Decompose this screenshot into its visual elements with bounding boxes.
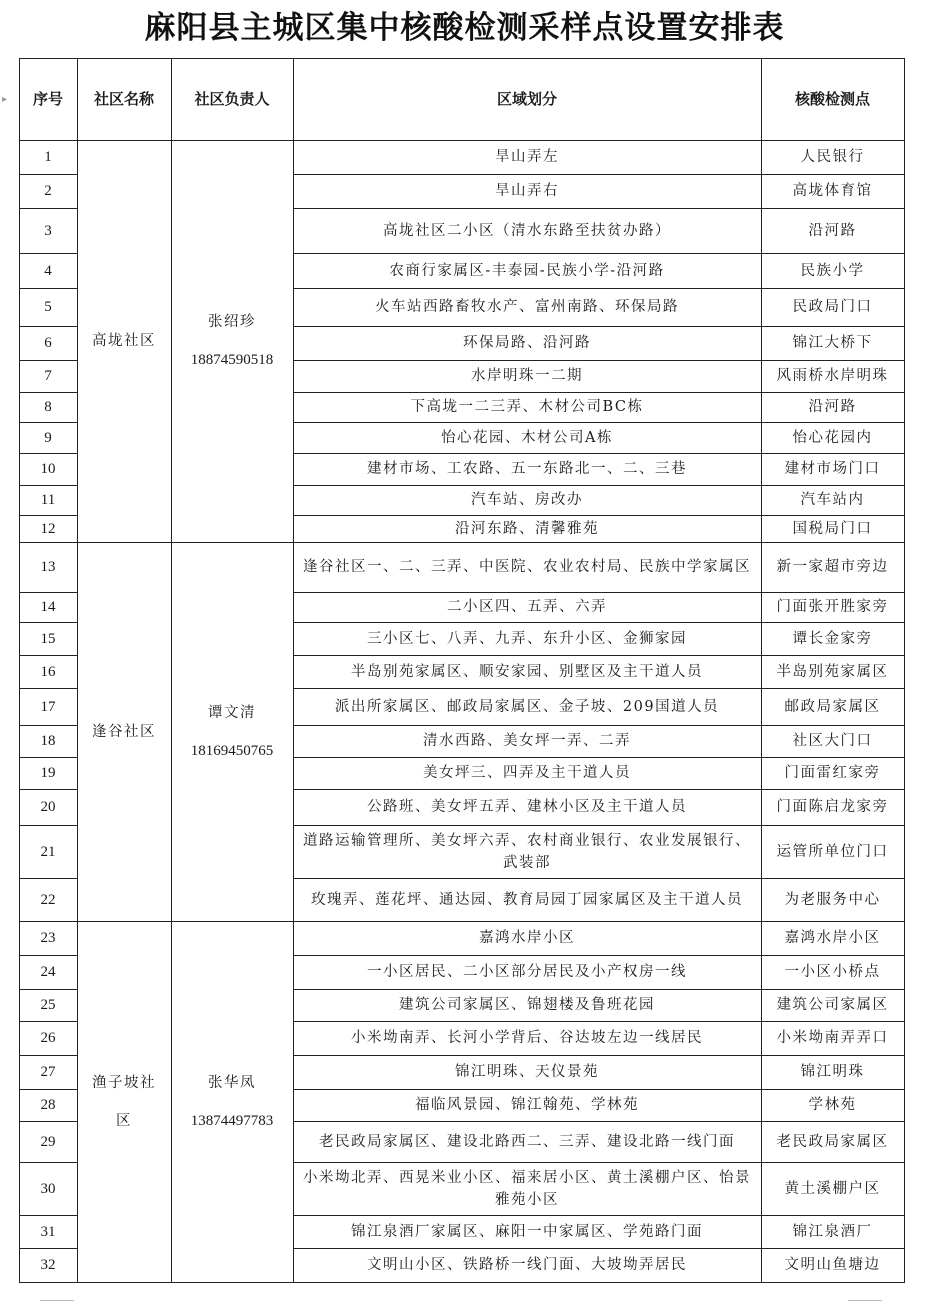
area-cell: 汽车站、房改办 — [471, 492, 583, 508]
row-divider — [293, 878, 904, 879]
site-cell: 为老服务中心 — [784, 891, 881, 908]
row-divider — [19, 655, 77, 656]
leader-contact — [191, 311, 274, 371]
row-divider — [293, 392, 904, 393]
column-divider — [19, 58, 20, 1283]
row-number: 27 — [40, 1064, 56, 1080]
row-divider — [293, 326, 904, 327]
row-number: 2 — [44, 183, 52, 199]
row-divider — [293, 725, 904, 726]
area-cell: 派出所家属区、邮政局家属区、金子坡、209国道人员 — [334, 698, 720, 715]
site-cell: 学林苑 — [808, 1097, 857, 1113]
community-name: 渔子坡社区 — [92, 1074, 156, 1129]
row-divider — [293, 1021, 904, 1022]
row-number: 22 — [40, 891, 56, 908]
row-divider — [293, 1121, 904, 1122]
row-number: 15 — [40, 630, 56, 647]
site-cell: 门面张开胜家旁 — [776, 599, 889, 615]
row-divider — [293, 1089, 904, 1090]
row-number: 30 — [40, 1180, 56, 1197]
site-cell: 高垅体育馆 — [792, 183, 873, 199]
row-divider — [19, 1215, 77, 1216]
row-divider — [293, 453, 904, 454]
row-divider — [19, 1282, 904, 1283]
area-cell: 小米坳南弄、长河小学背后、谷达坡左边一线居民 — [351, 1030, 703, 1046]
row-divider — [293, 422, 904, 423]
row-divider — [19, 208, 77, 209]
site-cell: 锦江大桥下 — [792, 335, 873, 351]
area-cell: 高垅社区二小区（清水东路至扶贫办路） — [383, 222, 671, 239]
site-cell: 民政局门口 — [792, 299, 873, 315]
site-cell: 怡心花园内 — [792, 429, 873, 446]
area-cell: 下高垅一二三弄、木材公司BC栋 — [410, 399, 644, 415]
row-divider — [19, 622, 77, 623]
header-site: 核酸检测点 — [794, 90, 870, 108]
site-cell: 文明山鱼塘边 — [784, 1257, 881, 1273]
row-divider — [19, 989, 77, 990]
row-number: 17 — [40, 698, 56, 715]
area-cell: 小米坳北弄、西晃米业小区、福来居小区、黄土溪棚户区、怡景雅苑小区 — [303, 1169, 751, 1208]
column-divider — [77, 58, 78, 1283]
page-title: 麻阳县主城区集中核酸检测采样点设置安排表 — [144, 10, 785, 46]
row-divider — [293, 208, 904, 209]
site-cell: 小米坳南弄弄口 — [776, 1030, 889, 1046]
site-cell: 黄土溪棚户区 — [784, 1180, 881, 1197]
row-divider — [293, 757, 904, 758]
site-cell: 人民银行 — [800, 149, 865, 165]
row-number: 24 — [40, 964, 56, 980]
area-cell: 三小区七、八弄、九弄、东升小区、金狮家园 — [367, 630, 687, 647]
row-number: 14 — [40, 599, 56, 615]
row-divider — [19, 825, 77, 826]
site-cell: 锦江泉酒厂 — [792, 1223, 873, 1240]
area-cell: 旱山弄右 — [495, 183, 559, 199]
row-divider — [19, 360, 77, 361]
area-cell: 清水西路、美女坪一弄、二弄 — [423, 733, 631, 749]
column-divider — [293, 58, 294, 1283]
row-divider — [19, 326, 77, 327]
leader-phone: 13874497783 — [190, 1112, 274, 1129]
community-leader — [171, 921, 293, 1282]
site-cell: 建材市场门口 — [784, 461, 881, 477]
area-cell: 二小区四、五弄、六弄 — [447, 599, 607, 615]
site-cell: 沿河路 — [808, 222, 857, 239]
site-cell: 谭长金家旁 — [792, 630, 873, 647]
row-divider — [19, 253, 77, 254]
area-cell: 农商行家属区-丰泰园-民族小学-沿河路 — [389, 262, 665, 279]
site-cell: 门面雷红家旁 — [784, 765, 881, 781]
community-name: 高垅社区 — [92, 333, 156, 349]
row-number: 23 — [40, 930, 56, 946]
row-number: 26 — [40, 1030, 56, 1046]
site-cell: 汽车站内 — [800, 492, 865, 508]
area-cell: 逢谷社区一、二、三弄、中医院、农业农村局、民族中学家属区 — [303, 559, 751, 575]
row-number: 21 — [40, 843, 56, 860]
row-divider — [293, 825, 904, 826]
community-leader — [171, 140, 293, 542]
row-divider — [293, 1162, 904, 1163]
site-cell: 邮政局家属区 — [784, 698, 881, 715]
area-cell: 福临风景园、锦江翰苑、学林苑 — [415, 1097, 639, 1113]
area-cell: 建筑公司家属区、锦翅楼及鲁班花园 — [399, 997, 655, 1013]
row-divider — [293, 174, 904, 175]
row-divider — [293, 1248, 904, 1249]
row-divider — [19, 485, 77, 486]
row-divider — [19, 1089, 77, 1090]
page-corner-mark-left — [40, 1300, 74, 1301]
row-divider — [293, 655, 904, 656]
area-cell: 玫瑰弄、莲花坪、通达园、教育局园丁园家属区及主干道人员 — [311, 891, 743, 908]
header-leader: 社区负责人 — [194, 90, 270, 108]
site-cell: 社区大门口 — [792, 733, 873, 749]
area-cell: 沿河东路、清馨雅苑 — [455, 520, 599, 537]
community-name: 逢谷社区 — [92, 723, 156, 740]
row-number: 6 — [44, 335, 52, 351]
row-number: 1 — [44, 149, 52, 165]
area-cell: 水岸明珠一二期 — [471, 368, 583, 384]
row-divider — [293, 592, 904, 593]
site-cell: 沿河路 — [808, 399, 857, 415]
row-divider — [293, 1215, 904, 1216]
row-divider — [19, 688, 77, 689]
area-cell: 环保局路、沿河路 — [463, 335, 591, 351]
row-divider — [19, 453, 77, 454]
row-divider — [293, 360, 904, 361]
area-cell: 怡心花园、木材公司A栋 — [441, 429, 613, 446]
site-cell: 门面陈启龙家旁 — [776, 799, 889, 815]
row-divider — [19, 725, 77, 726]
row-divider — [19, 515, 77, 516]
row-number: 29 — [40, 1133, 56, 1150]
leader-contact — [191, 1072, 274, 1132]
header-seq: 序号 — [32, 90, 63, 108]
row-divider — [19, 955, 77, 956]
row-number: 8 — [44, 399, 52, 415]
area-cell: 公路班、美女坪五弄、建林小区及主干道人员 — [367, 799, 687, 815]
area-cell: 建材市场、工农路、五一东路北一、二、三巷 — [367, 461, 687, 477]
site-cell: 运管所单位门口 — [776, 843, 889, 860]
row-divider — [19, 288, 77, 289]
row-divider — [293, 515, 904, 516]
row-number: 4 — [44, 262, 52, 279]
leader-phone: 18874590518 — [190, 352, 274, 368]
row-number: 18 — [40, 733, 56, 749]
site-cell: 国税局门口 — [792, 520, 873, 537]
row-number: 16 — [40, 663, 56, 680]
row-divider — [293, 1055, 904, 1056]
row-divider — [19, 757, 77, 758]
row-divider — [293, 789, 904, 790]
area-cell: 道路运输管理所、美女坪六弄、农村商业银行、农业发展银行、武装部 — [303, 832, 751, 871]
row-divider — [19, 1162, 77, 1163]
site-cell: 一小区小桥点 — [784, 964, 881, 980]
row-divider — [293, 622, 904, 623]
row-number: 5 — [44, 299, 52, 315]
site-cell: 民族小学 — [800, 262, 865, 279]
row-divider — [19, 1021, 77, 1022]
area-cell: 一小区居民、二小区部分居民及小产权房一线 — [367, 964, 687, 980]
row-divider — [19, 592, 77, 593]
row-divider — [293, 955, 904, 956]
header-divider — [19, 140, 904, 141]
leader-name: 张绍珍 — [208, 314, 256, 330]
row-number: 20 — [40, 799, 56, 815]
row-number: 12 — [40, 520, 56, 537]
row-divider — [19, 542, 904, 543]
row-number: 3 — [44, 222, 52, 239]
row-number: 13 — [40, 559, 56, 575]
row-divider — [19, 921, 904, 922]
page-corner-mark-right — [848, 1300, 882, 1301]
row-number: 11 — [40, 492, 56, 508]
site-cell: 嘉鸿水岸小区 — [784, 930, 881, 946]
leader-contact — [191, 702, 274, 762]
header-community: 社区名称 — [93, 90, 154, 108]
area-cell: 老民政局家属区、建设北路西二、三弄、建设北路一线门面 — [319, 1133, 735, 1150]
row-divider — [19, 422, 77, 423]
row-divider — [293, 485, 904, 486]
row-divider — [293, 288, 904, 289]
table-top-border — [19, 58, 904, 59]
area-cell: 锦江明珠、天仪景苑 — [455, 1064, 599, 1080]
row-divider — [293, 989, 904, 990]
row-number: 31 — [40, 1223, 56, 1240]
row-number: 28 — [40, 1097, 56, 1113]
area-cell: 火车站西路畜牧水产、富州南路、环保局路 — [375, 299, 679, 315]
column-divider — [171, 58, 172, 1283]
leader-phone: 18169450765 — [190, 742, 274, 759]
header-area: 区域划分 — [496, 90, 557, 108]
row-number: 32 — [40, 1257, 56, 1273]
row-divider — [19, 392, 77, 393]
row-divider — [293, 253, 904, 254]
area-cell: 旱山弄左 — [495, 149, 559, 165]
leader-name: 张华凤 — [208, 1074, 256, 1091]
site-cell: 半岛别苑家属区 — [776, 663, 889, 680]
area-cell: 文明山小区、铁路桥一线门面、大坡坳弄居民 — [367, 1257, 687, 1273]
row-number: 19 — [40, 765, 56, 781]
row-divider — [19, 878, 77, 879]
community-leader — [171, 542, 293, 921]
row-divider — [19, 174, 77, 175]
row-divider — [293, 688, 904, 689]
row-number: 25 — [40, 997, 56, 1013]
area-cell: 半岛别苑家属区、顺安家园、别墅区及主干道人员 — [351, 663, 703, 680]
leader-name: 谭文清 — [208, 704, 256, 721]
area-cell: 美女坪三、四弄及主干道人员 — [423, 765, 631, 781]
row-divider — [19, 1248, 77, 1249]
row-divider — [19, 789, 77, 790]
site-cell: 风雨桥水岸明珠 — [776, 368, 889, 384]
site-cell: 锦江明珠 — [800, 1064, 865, 1080]
site-cell: 老民政局家属区 — [776, 1133, 889, 1150]
row-number: 10 — [40, 461, 56, 477]
column-divider — [904, 58, 905, 1283]
row-number: 7 — [44, 368, 52, 384]
row-number: 9 — [44, 429, 52, 446]
area-cell: 锦江泉酒厂家属区、麻阳一中家属区、学苑路门面 — [351, 1223, 703, 1240]
area-cell: 嘉鸿水岸小区 — [479, 930, 575, 946]
row-divider — [19, 1055, 77, 1056]
site-cell: 新一家超市旁边 — [776, 559, 889, 575]
left-margin-marker: ▸ — [2, 94, 8, 105]
site-cell: 建筑公司家属区 — [776, 997, 889, 1013]
row-divider — [19, 1121, 77, 1122]
column-divider — [761, 58, 762, 1283]
